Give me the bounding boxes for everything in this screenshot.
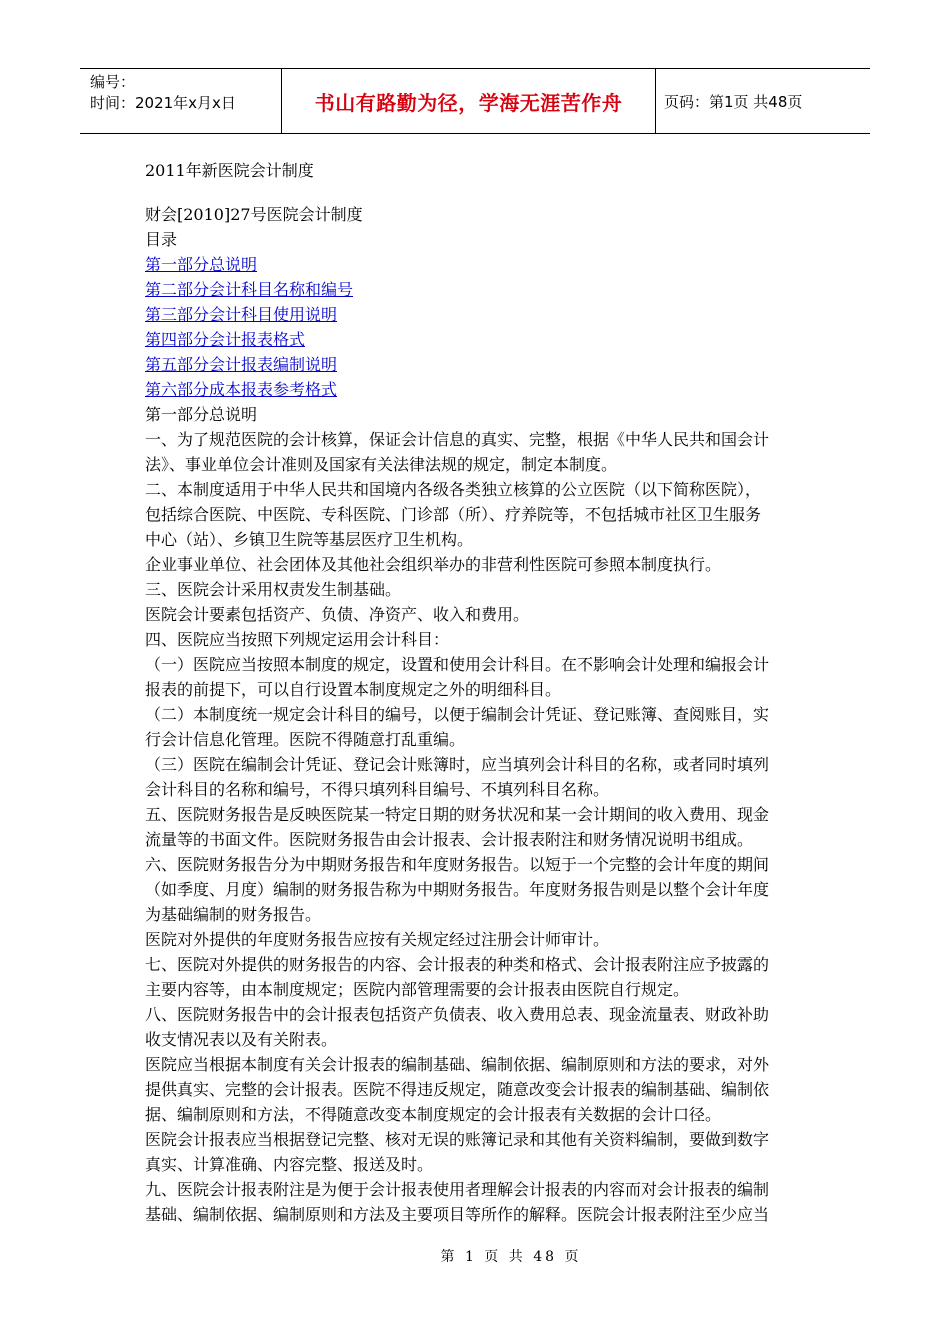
toc-link-part-2[interactable]: 第二部分会计科目名称和编号	[145, 280, 354, 299]
body-line: 医院会计报表应当根据登记完整、核对无误的账簿记录和其他有关资料编制，要做到数字	[145, 1130, 770, 1149]
body-line: （三）医院在编制会计凭证、登记会计账簿时，应当填列会计科目的名称，或者同时填列	[145, 755, 770, 774]
document-number-label: 编号：	[90, 73, 136, 91]
body-line: （一）医院应当按照本制度的规定，设置和使用会计科目。在不影响会计处理和编报会计	[145, 655, 770, 674]
document-header	[80, 68, 870, 134]
body-text	[145, 402, 810, 1227]
body-line: 八、医院财务报告中的会计报表包括资产负债表、收入费用总表、现金流量表、财政补助	[145, 1005, 770, 1024]
page-footer: 第 1 页 共 48 页	[440, 1249, 582, 1265]
body-line: 据、编制原则和方法，不得随意改变本制度规定的会计报表有关数据的会计口径。	[145, 1105, 722, 1124]
toc-link-part-1[interactable]: 第一部分总说明	[145, 255, 258, 274]
body-line: 三、医院会计采用权责发生制基础。	[145, 580, 402, 599]
body-line: 法》、事业单位会计准则及国家有关法律法规的规定，制定本制度。	[145, 455, 618, 474]
body-line: 一、为了规范医院的会计核算，保证会计信息的真实、完整，根据《中华人民共和国会计	[145, 430, 770, 449]
body-line: 二、本制度适用于中华人民共和国境内各级各类独立核算的公立医院（以下简称医院），	[145, 480, 762, 499]
body-line: 会计科目的名称和编号，不得只填列科目编号、不填列科目名称。	[145, 780, 610, 799]
body-line: 提供真实、完整的会计报表。医院不得违反规定，随意改变会计报表的编制基础、编制依	[145, 1080, 770, 1099]
toc-link-part-5[interactable]: 第五部分会计报表编制说明	[145, 355, 338, 374]
body-line: 基础、编制依据、编制原则和方法及主要项目等所作的解释。医院会计报表附注至少应当	[145, 1205, 770, 1224]
body-line: 包括综合医院、中医院、专科医院、门诊部（所）、疗养院等，不包括城市社区卫生服务	[145, 505, 762, 524]
body-line: 四、医院应当按照下列规定运用会计科目：	[145, 630, 450, 649]
body-line: 企业事业单位、社会团体及其他社会组织举办的非营利性医院可参照本制度执行。	[145, 555, 722, 574]
body-line: 医院对外提供的年度财务报告应按有关规定经过注册会计师审计。	[145, 930, 610, 949]
body-line: 医院应当根据本制度有关会计报表的编制基础、编制依据、编制原则和方法的要求，对外	[145, 1055, 770, 1074]
toc-link-part-3[interactable]: 第三部分会计科目使用说明	[145, 305, 338, 324]
body-line: （二）本制度统一规定会计科目的编号，以便于编制会计凭证、登记账簿、查阅账目，实	[145, 705, 770, 724]
body-line: （如季度、月度）编制的财务报告称为中期财务报告。年度财务报告则是以整个会计年度	[145, 880, 770, 899]
body-line: 七、医院对外提供的财务报告的内容、会计报表的种类和格式、会计报表附注应予披露的	[145, 955, 770, 974]
document-body	[145, 158, 810, 1227]
header-meta	[80, 69, 282, 133]
toc-link-part-6[interactable]: 第六部分成本报表参考格式	[145, 380, 338, 399]
body-line: 流量等的书面文件。医院财务报告由会计报表、会计报表附注和财务情况说明书组成。	[145, 830, 754, 849]
toc-label: 目录	[145, 230, 178, 249]
header-page-info: 页码：第1页 共48页	[664, 92, 803, 111]
body-line: 五、医院财务报告是反映医院某一特定日期的财务状况和某一会计期间的收入费用、现金	[145, 805, 770, 824]
document-date: 时间：2021年x月x日	[90, 94, 236, 112]
body-line: 收支情况表以及有关附表。	[145, 1030, 338, 1049]
document-reference: 财会[2010]27号医院会计制度	[145, 205, 363, 224]
toc-link-part-4[interactable]: 第四部分会计报表格式	[145, 330, 306, 349]
header-motto: 书山有路勤为径，学海无涯苦作舟	[282, 69, 656, 133]
body-line: 中心（站）、乡镇卫生院等基层医疗卫生机构。	[145, 530, 474, 549]
body-line: 第一部分总说明	[145, 405, 258, 424]
body-line: 为基础编制的财务报告。	[145, 905, 322, 924]
body-line: 医院会计要素包括资产、负债、净资产、收入和费用。	[145, 605, 530, 624]
body-line: 真实、计算准确、内容完整、报送及时。	[145, 1155, 434, 1174]
document-title: 2011年新医院会计制度	[145, 161, 314, 180]
body-line: 主要内容等，由本制度规定；医院内部管理需要的会计报表由医院自行规定。	[145, 980, 690, 999]
body-line: 行会计信息化管理。医院不得随意打乱重编。	[145, 730, 466, 749]
body-line: 报表的前提下，可以自行设置本制度规定之外的明细科目。	[145, 680, 562, 699]
body-line: 九、医院会计报表附注是为便于会计报表使用者理解会计报表的内容而对会计报表的编制	[145, 1180, 770, 1199]
body-line: 六、医院财务报告分为中期财务报告和年度财务报告。以短于一个完整的会计年度的期间	[145, 855, 770, 874]
